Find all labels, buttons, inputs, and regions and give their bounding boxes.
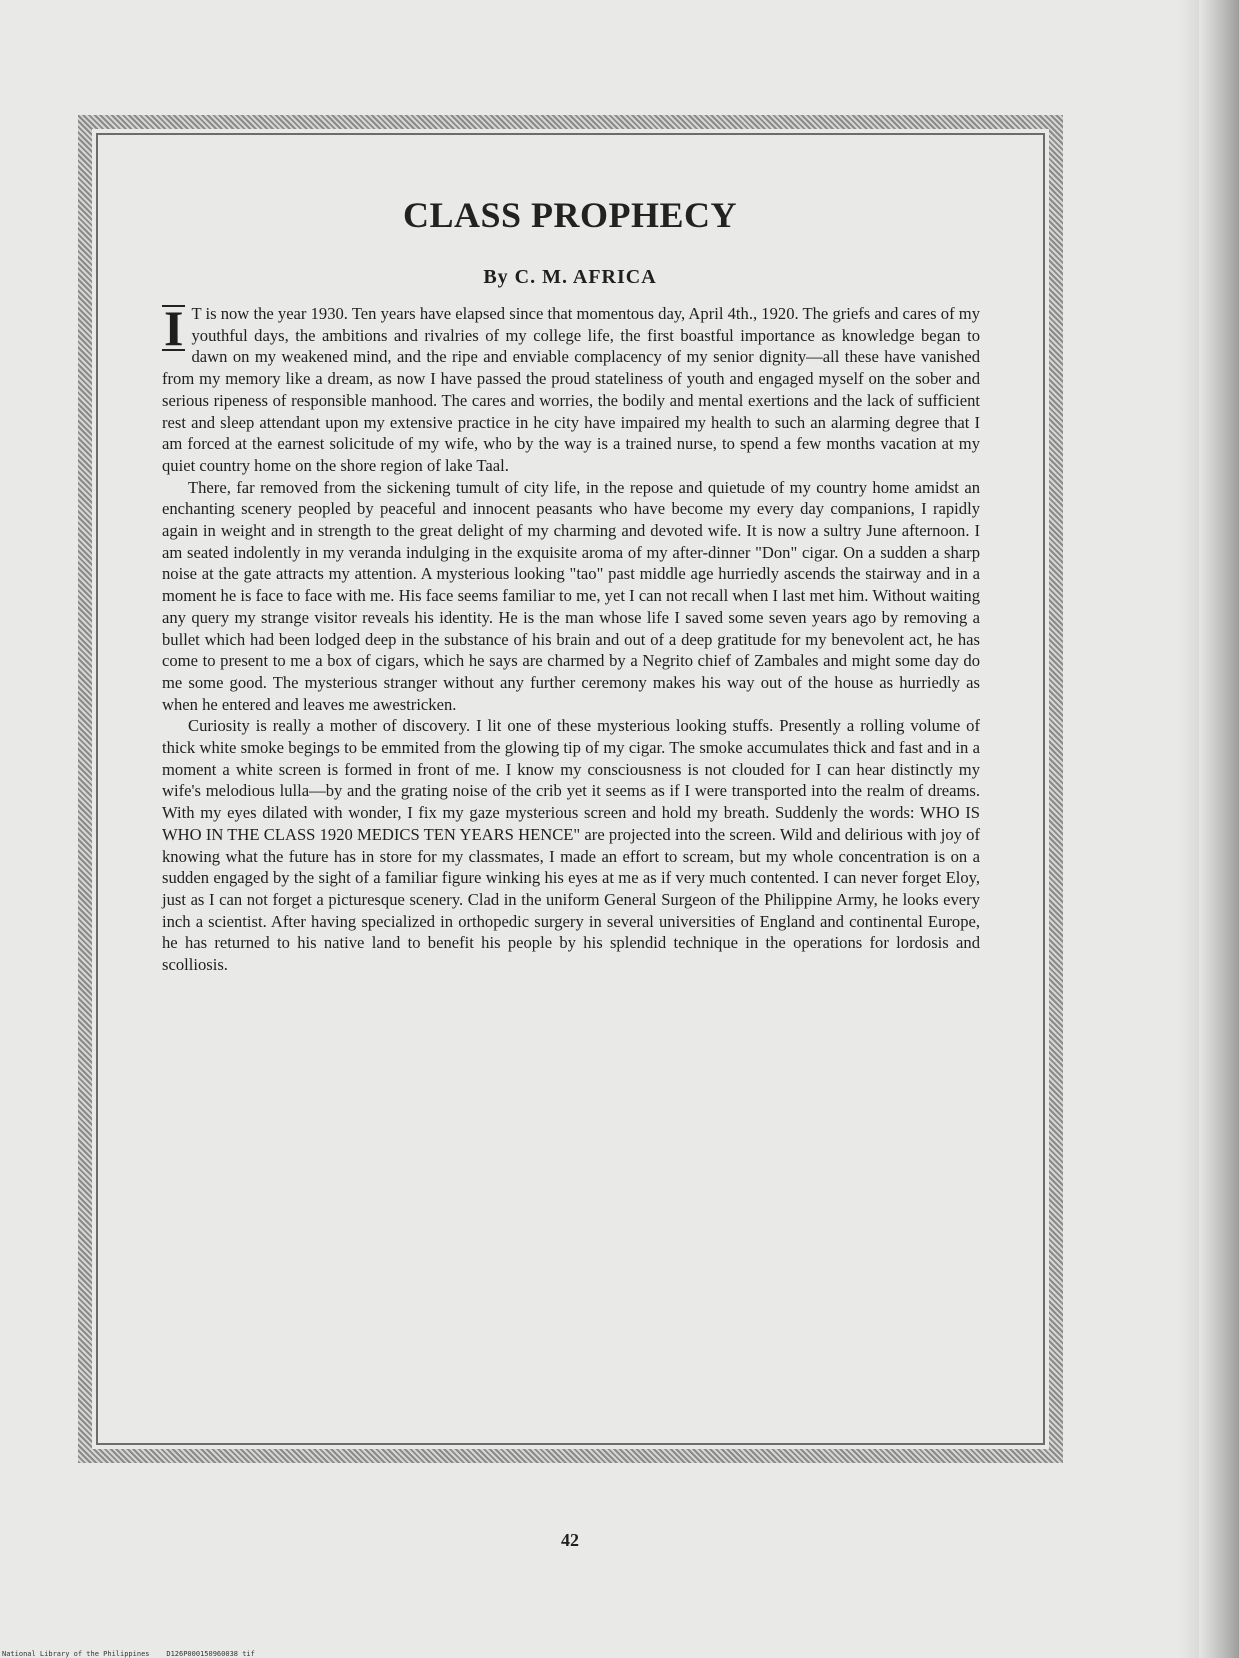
paragraph-1 bbox=[162, 300, 980, 477]
scan-footer: National Library of the Philippines D126P000150960038 tif bbox=[2, 1650, 255, 1658]
page-number: 42 bbox=[561, 1530, 579, 1550]
article-byline: By C. M. AFRICA bbox=[483, 266, 657, 288]
page-edge-shadow-inner bbox=[1179, 0, 1199, 1658]
drop-cap: I bbox=[164, 300, 184, 356]
article-title: CLASS PROPHECY bbox=[402, 195, 738, 235]
paragraph-3: Curiosity is really a mother of discovery. I lit one of these mysterious looking stuffs. Presently a rolling volume of thick white smoke begings to be emmited from the glowing tip of my cigar. The smoke accumulates thick and fast and in a moment a white screen is formed in front of me. I know my consciousness is not clouded for I can hear distinctly my wife's melodious lulla—by and the grating noise of the crib yet it seems as if I were transported into the realm of dreams. With my eyes dilated with wonder, I fix my gaze mysterious screen and hold my breath. Suddenly the words: WHO IS WHO IN THE CLASS 1920 MEDICS TEN YEARS HENCE" are projected into the screen. Wild and delirious with joy of knowing what the future has in store for my classmates, I made an effort to scream, but my whole concentration is on a sudden engaged by the sight of a familiar figure winking his eyes at me as if very much contented. I can never forget Eloy, just as I can not forget a picturesque scenery. Clad in the uniform General Surgeon of the Philippine Army, he looks every inch a scientist. After having specialized in orthopedic surgery in several universities of England and continental Europe, he has returned to his native land to benefit his people by his splendid technique in the operations for lordosis and scolliosis. bbox=[162, 716, 980, 975]
page-edge-shadow bbox=[1199, 0, 1239, 1658]
paragraph-2: There, far removed from the sickening tumult of city life, in the repose and quietude of my country home amidst an enchanting scenery peopled by peaceful and innocent peasants who have become my every day companions, I rapidly again in weight and in strength to the great delight of my charming and devoted wife. It is now a sultry June afternoon. I am seated indolently in my veranda indulging in the exquisite aroma of my after-dinner "Don" cigar. On a sudden a sharp noise at the gate attracts my attention. A mysterious looking "tao" past middle age hurriedly ascends the stairway and in a moment he is face to face with me. His face seems familiar to me, yet I can not recall when I last met him. Without waiting any query my strange visitor reveals his identity. He is the man whose life I saved some seven years ago by removing a bullet which had been lodged deep in the substance of his brain and out of a deep gratitude for my benevolent act, he has come to present to me a box of cigars, which he says are charmed by a Negrito chief of Zambales and might some day do me some good. The mysterious stranger without any further ceremony makes his way out of the house as hurriedly as when he entered and leaves me awestricken. bbox=[162, 477, 980, 714]
paragraph-1-text: T is now the year 1930. Ten years have elapsed since that momentous day, April 4th., 1920. The griefs and cares of my youthful days, the ambitions and rivalries of my college life, the first boastful importance as knowledge began to dawn on my weakened mind, and the ripe and enviable complacency of my senior dignity—all these have vanished from my memory like a dream, as now I have passed the proud stateliness of youth and engaged myself on the sober and serious ripeness of responsible manhood. The cares and worries, the bodily and mental exertions and the lack of sufficient rest and sleep attendant upon my extensive practice in he city have impaired my health to such an alarming degree that I am forced at the earnest solicitude of my wife, who by the way is a trained nurse, to spend a few months vacation at my quiet country home on the shore region of lake Taal. bbox=[162, 304, 980, 475]
article-body bbox=[162, 300, 980, 976]
